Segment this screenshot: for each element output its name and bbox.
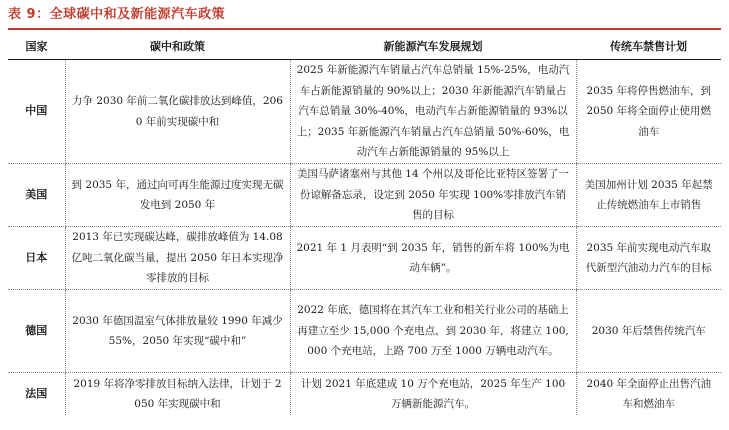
country-cell: 中国: [8, 60, 65, 164]
header-carbon-policy: 碳中和政策: [65, 32, 290, 60]
country-cell: 德国: [8, 290, 65, 373]
carbon-policy-cell: 力争 2030 年前二氧化碳排放达到峰值，2060 年前实现碳中和: [65, 60, 290, 164]
caption-divider: [8, 28, 721, 30]
table-row: [8, 290, 721, 373]
header-row: [8, 32, 721, 60]
ice-ban-cell: 2040 年全面停止出售汽油车和燃油车: [576, 373, 721, 416]
table-row: [8, 60, 721, 164]
header-ice-ban: 传统车禁售计划: [576, 32, 721, 60]
table-row: [8, 164, 721, 227]
nev-plan-cell: 2021 年 1 月表明“到 2035 年，销售的新车将 100%为电动车辆”。: [290, 227, 576, 290]
nev-plan-cell: 2022 年底，德国将在其汽车工业和相关行业公司的基础上再建立至少 15,000 个充电点，到 2030 年，将建立 100,000 个充电站，上路 700 万至 1000 万辆电动汽车。: [290, 290, 576, 373]
country-cell: 法国: [25, 386, 48, 400]
ice-ban-cell: 2030 年后禁售传统汽车: [576, 290, 721, 373]
ice-ban-cell: 2035 年前实现电动汽车取代新型汽油动力汽车的目标: [576, 227, 721, 290]
nev-plan-cell: 美国马萨诸塞州与其他 14 个州以及哥伦比亚特区签署了一份谅解备忘录，设定到 2050 年实现 100%零排放汽车销售的目标: [290, 164, 576, 227]
table-row: [8, 373, 721, 416]
nev-plan-cell: 计划 2021 年底建成 10 万个充电站，2025 年生产 100 万辆新能源汽车。: [290, 373, 576, 416]
country-cell: 美国: [8, 164, 65, 227]
policy-table: [8, 32, 721, 415]
header-country: 国家: [8, 32, 65, 60]
carbon-policy-cell: 2019 年将净零排放目标纳入法律，计划于 2050 年实现碳中和: [65, 373, 290, 416]
nev-plan-cell: 2025 年新能源汽车销量占汽车总销量 15%-25%，电动汽车占新能源销量的 90%以上；2030 年新能源汽车销量占汽车总销量 30%-40%，电动汽车占新能源销量的 93%以上；2035 年新能源汽车销量占汽车总销量 50%-60%，电动汽车占新能源销量的 95%以上: [290, 60, 576, 164]
header-nev-plan: 新能源汽车发展规划: [290, 32, 576, 60]
carbon-policy-cell: 到 2035 年，通过向可再生能源过度实现无碳发电到 2050 年: [65, 164, 290, 227]
ice-ban-cell: 2035 年将停售燃油车，到 2050 年将全面停止使用燃油车: [576, 60, 721, 164]
country-cell: 日本: [8, 227, 65, 290]
carbon-policy-cell: 2030 年德国温室气体排放量较 1990 年减少 55%，2050 年实现“碳中和”: [65, 290, 290, 373]
ice-ban-cell: 美国加州计划 2035 年起禁止传统燃油车上市销售: [576, 164, 721, 227]
carbon-policy-cell: 2013 年已实现碳达峰，碳排放峰值为 14.08 亿吨二氧化碳当量，提出 2050 年日本实现净零排放的目标: [65, 227, 290, 290]
table-row: [8, 227, 721, 290]
table-caption: 表 9：全球碳中和及新能源汽车政策: [8, 7, 226, 22]
